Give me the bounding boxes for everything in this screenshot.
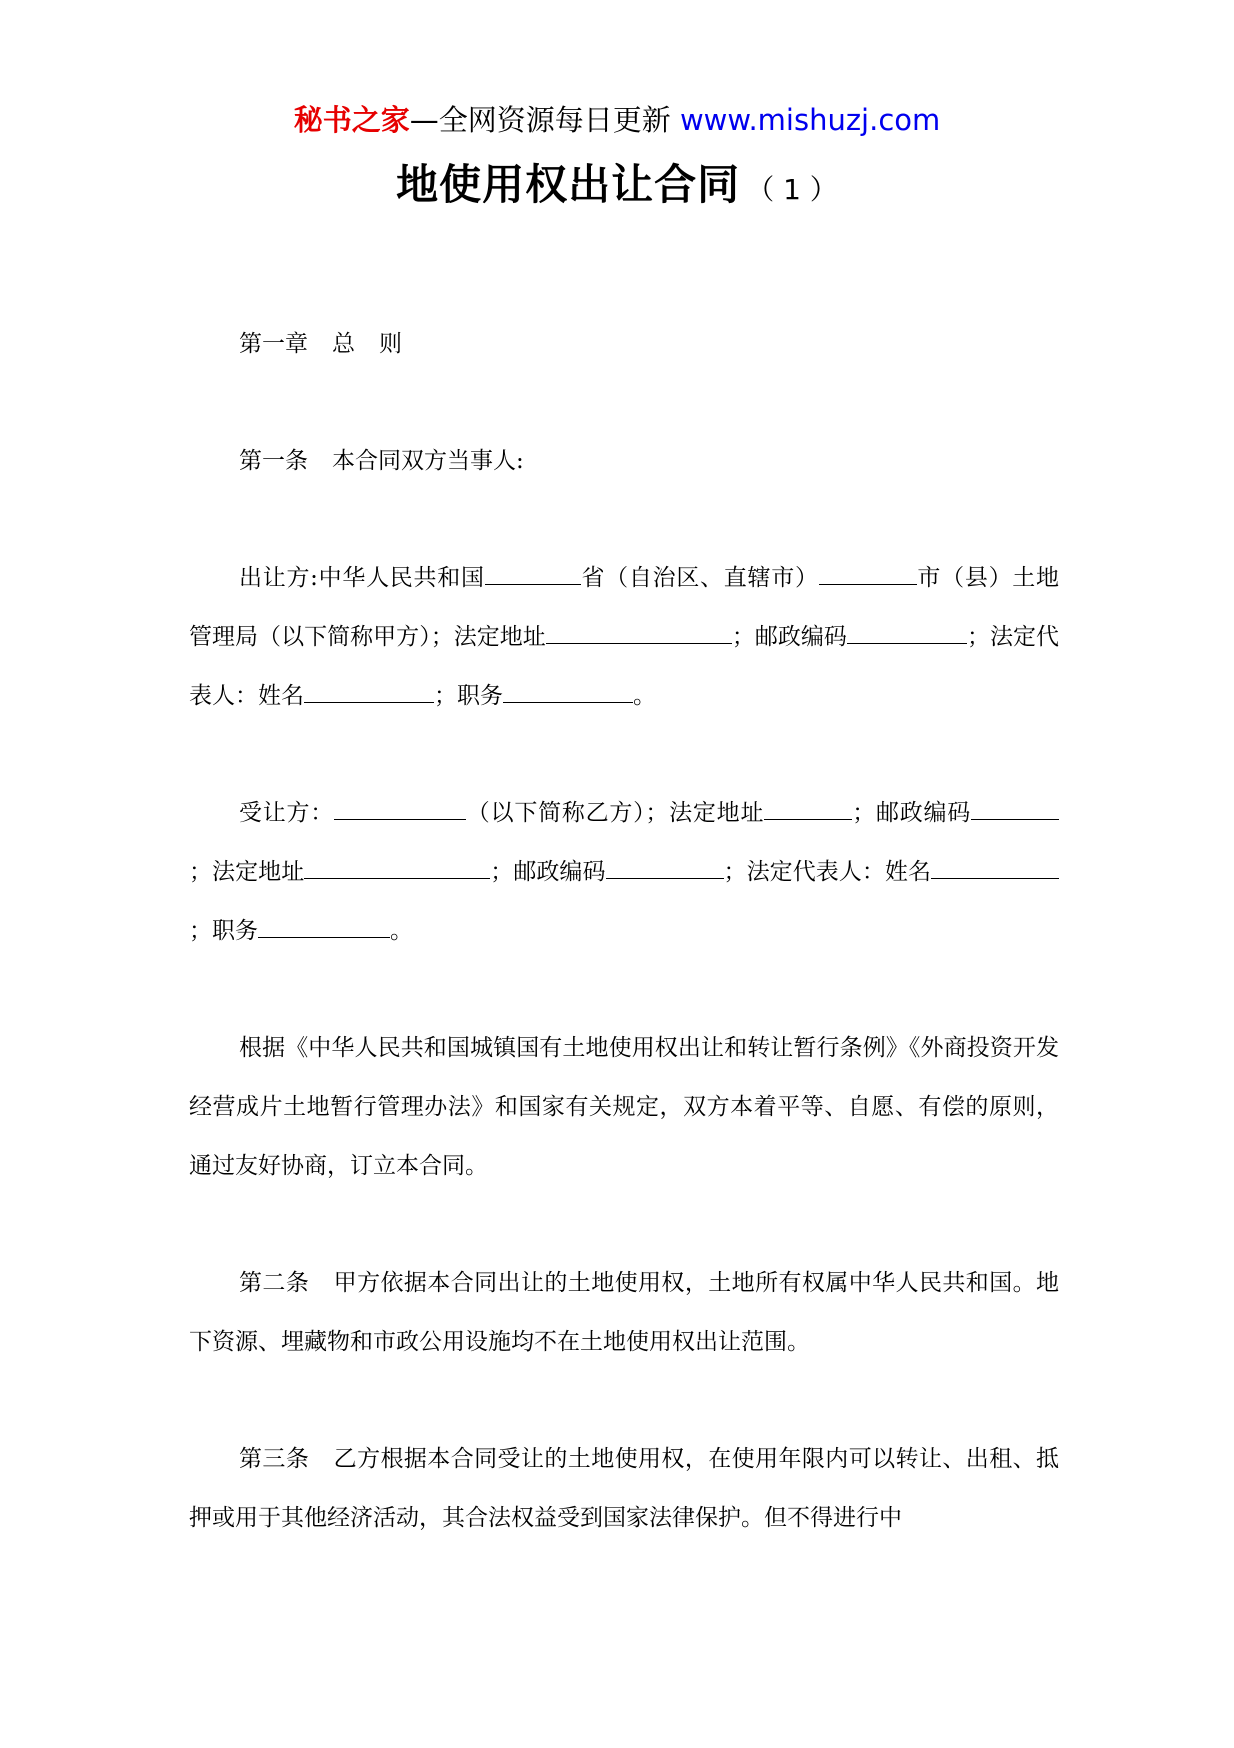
transferee-text-4: ；法定地址: [189, 859, 305, 885]
transferor-text-1: 出让方:中华人民共和国: [239, 565, 485, 591]
chapter-name-1: 总: [332, 331, 355, 357]
transferor-rep-name-blank: [304, 680, 434, 703]
city-blank: [819, 562, 917, 585]
header-dash: —: [409, 103, 439, 137]
article-2-label: 第二条: [239, 1270, 310, 1296]
transferee-text-8: 。: [390, 918, 413, 944]
article-3: [189, 1430, 1059, 1548]
transferee-postcode-blank-1: [971, 797, 1059, 820]
transferee-paragraph: [189, 784, 1059, 961]
basis-paragraph: 根据《中华人民共和国城镇国有土地使用权出让和转让暂行条例》《外商投资开发经营成片土地暂行管理办法》和国家有关规定，双方本着平等、自愿、有偿的原则，通过友好协商，订立本合同。: [189, 1035, 1059, 1179]
chapter-heading: [189, 315, 1059, 374]
article-2: [189, 1254, 1059, 1372]
transferee-address-blank-2: [304, 856, 490, 879]
transferee-name-blank: [334, 797, 466, 820]
transferor-text-3: 市（县）土地管理局（以下简称甲方）；法定地址: [189, 565, 1060, 650]
document-body: [189, 315, 1059, 1548]
site-header: [0, 100, 1234, 140]
article-1-text: 本合同双方当事人:: [332, 448, 524, 474]
transferor-text-5: ；法定代表人：姓名: [189, 624, 1060, 709]
transferor-postcode-blank: [847, 621, 967, 644]
transferee-rep-name-blank: [931, 856, 1059, 879]
transferee-rep-title-blank: [258, 915, 390, 938]
transferor-text-4: ；邮政编码: [731, 624, 847, 650]
province-blank: [485, 562, 581, 585]
chapter-number: 第一章: [239, 331, 308, 357]
transferor-address-blank: [546, 621, 732, 644]
article-3-text: 乙方根据本合同受让的土地使用权，在使用年限内可以转让、出租、抵押或用于其他经济活动，其合法权益受到国家法律保护。但不得进行中: [189, 1446, 1060, 1531]
transferee-text-7: ；职务: [189, 918, 258, 944]
chapter-name-2: 则: [379, 331, 402, 357]
transferee-text-2: （以下简称乙方）；法定地址: [466, 800, 765, 826]
article-2-text: 甲方依据本合同出让的土地使用权，土地所有权属中华人民共和国。地下资源、埋藏物和市政公用设施均不在土地使用权出让范围。: [189, 1270, 1060, 1355]
brand-name: 秘书之家: [293, 103, 410, 137]
transferee-address-blank-1: [764, 797, 852, 820]
transferee-text-1: 受让方：: [239, 800, 335, 826]
transferor-text-6: ；职务: [434, 683, 503, 709]
article-3-label: 第三条: [239, 1446, 310, 1472]
site-url-link[interactable]: www.mishuzj.com: [679, 103, 941, 137]
transferee-text-3: ；邮政编码: [852, 800, 972, 826]
title-main: 地使用权出让合同: [396, 160, 741, 209]
transferor-text-7: 。: [633, 683, 656, 709]
transferor-paragraph: [189, 549, 1059, 726]
document-title: [0, 152, 1234, 212]
title-suffix: （ 1 ）: [746, 173, 838, 206]
article-1: [189, 432, 1059, 491]
article-1-label: 第一条: [239, 448, 308, 474]
transferor-rep-title-blank: [503, 680, 633, 703]
transferee-text-5: ；邮政编码: [490, 859, 606, 885]
header-tagline: 全网资源每日更新: [438, 103, 671, 137]
transferor-text-2: 省（自治区、直辖市）: [580, 565, 819, 591]
transferee-postcode-blank-2: [606, 856, 724, 879]
transferee-text-6: ；法定代表人：姓名: [723, 859, 932, 885]
